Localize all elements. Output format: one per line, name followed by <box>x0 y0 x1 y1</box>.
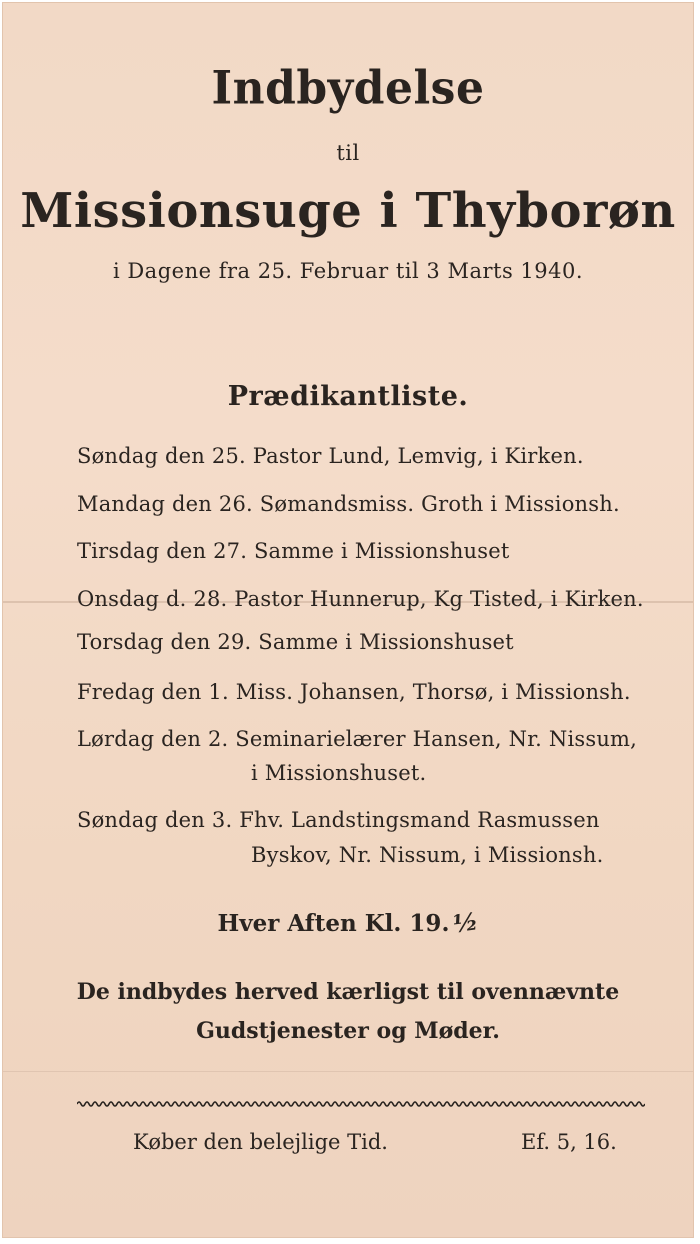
footer-reference: Ef. 5, 16. <box>521 1130 617 1154</box>
invitation-line: De indbydes herved kærligst til ovennævnte <box>76 979 620 1005</box>
evening-time <box>3 908 693 937</box>
schedule-item: Onsdag d. 28. Pastor Hunnerup, Kg Tisted, i Kirken. <box>77 587 644 611</box>
schedule-item: Fredag den 1. Miss. Johansen, Thorsø, i Missionsh. <box>77 680 631 704</box>
schedule-item: Søndag den 25. Pastor Lund, Lemvig, i Kirken. <box>77 444 584 468</box>
fold-crease <box>3 1071 693 1072</box>
schedule-item: Lørdag den 2. Seminarielærer Hansen, Nr. Nissum, <box>77 727 638 751</box>
schedule-item-continuation: i Missionshuset. <box>251 761 427 785</box>
invitation-line: Gudstjenester og Møder. <box>196 1018 500 1044</box>
footer-verse: Køber den belejlige Tid. <box>133 1130 388 1154</box>
wavy-divider <box>77 1098 645 1110</box>
date-range: i Dagene fra 25. Februar til 3 Marts 1940. <box>112 259 584 283</box>
schedule-item: Tirsdag den 27. Samme i Missionshuset <box>77 539 510 563</box>
evening-time-text: Hver Aften Kl. 19. <box>217 910 450 937</box>
schedule-item: Torsdag den 29. Samme i Missionshuset <box>77 630 514 654</box>
schedule-item: Søndag den 3. Fhv. Landstingsmand Rasmussen <box>77 808 600 832</box>
handwritten-half: ½ <box>451 906 481 939</box>
invitation-leaflet <box>2 2 694 1238</box>
page-subtitle: Missionsuge i Thyborøn <box>20 183 676 239</box>
title-connector: til <box>336 141 360 165</box>
list-heading: Prædikantliste. <box>227 381 469 412</box>
schedule-item-continuation: Byskov, Nr. Nissum, i Missionsh. <box>251 843 604 867</box>
page-title: Indbydelse <box>211 61 485 116</box>
schedule-item: Mandag den 26. Sømandsmiss. Groth i Missionsh. <box>77 492 620 516</box>
